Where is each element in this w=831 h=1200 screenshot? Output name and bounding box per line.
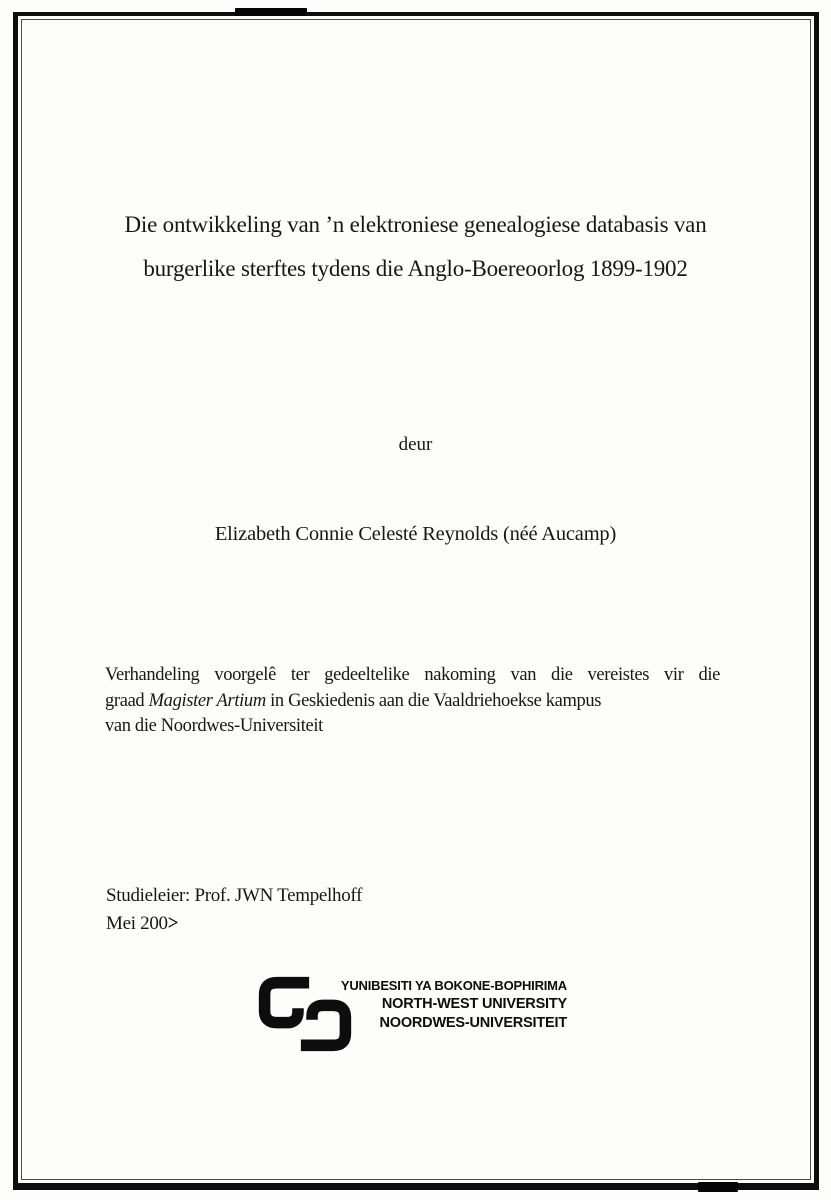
statement-line-2-post: in Geskiedenis aan die Vaaldriehoekse kampus	[265, 690, 602, 711]
statement-line-2	[105, 689, 720, 715]
byline-deur: deur	[398, 434, 433, 455]
nwu-logo-left-hook	[265, 983, 310, 1023]
title-line-2: burgerlike sterftes tydens die Anglo-Boereoorlog 1899-1902	[143, 256, 688, 281]
degree-name-italic: Magister Artium	[148, 690, 266, 711]
date-line	[106, 910, 362, 938]
logo-line-setswana: YUNIBESITI YA BOKONE-BOPHIRIMA	[340, 978, 567, 993]
logo-line-english: NORTH-WEST UNIVERSITY	[381, 996, 567, 1012]
statement-line-3: van die Noordwes-Universiteit	[105, 716, 323, 736]
degree-statement	[105, 663, 720, 740]
supervisor-line: Studieleier: Prof. JWN Tempelhoff	[106, 885, 363, 906]
statement-line-2-pre: graad	[105, 690, 149, 711]
date-glyph: >	[167, 911, 179, 935]
thesis-title	[56, 203, 775, 291]
date-prefix: Mei 200	[106, 913, 168, 934]
supervisor-block	[106, 882, 362, 938]
scan-artifact-bottom	[698, 1182, 738, 1192]
university-logo-text	[322, 976, 567, 1033]
scan-artifact-top	[235, 8, 307, 16]
author-name: Elizabeth Connie Celesté Reynolds (néé Aucamp)	[214, 523, 617, 545]
logo-line-afrikaans: NOORDWES-UNIVERSITEIT	[379, 1015, 567, 1031]
statement-line-1: Verhandeling voorgelê ter gedeeltelike nakoming van die vereistes vir die	[105, 665, 720, 685]
title-line-1: Die ontwikkeling van ’n elektroniese genealogiese databasis van	[124, 212, 707, 237]
